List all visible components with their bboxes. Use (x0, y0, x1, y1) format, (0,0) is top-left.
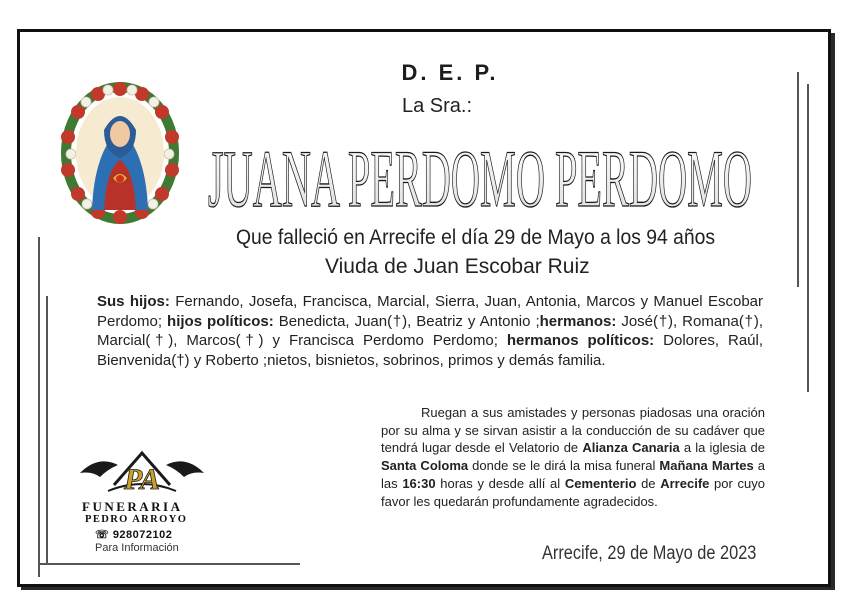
decor-line-left-2 (46, 296, 48, 564)
deceased-name (200, 118, 760, 228)
cemetery-label: Cementerio (564, 475, 637, 491)
frame-shadow-bottom (21, 587, 835, 590)
church-name: Santa Coloma (381, 458, 469, 474)
decor-line-right-1 (797, 72, 799, 287)
widow-line: Viuda de Juan Escobar Ruiz (325, 255, 590, 278)
phone-icon: ☏ (95, 529, 113, 541)
sibling-inlaws-names: Dolores, Raúl, Bienvenida(†) y Roberto ;nietos, bisnietos, sobrinos, primos y demás familia. (97, 332, 764, 369)
phone-line (95, 528, 172, 541)
children-label: Sus hijos: (97, 293, 170, 310)
siblings-names: José(†), Romana(†), Marcial(†), Marcos(†) y Francisca Perdomo Perdomo; (97, 312, 764, 349)
decor-line-bottom (38, 563, 300, 565)
wake-location: Alianza Canaria (582, 440, 680, 456)
request-text-4: a las (381, 458, 765, 491)
request-text-5: horas y desde allí al (435, 475, 565, 491)
place-date: Arrecife, 29 de Mayo de 2023 (542, 543, 757, 564)
request-text-6: de (636, 475, 661, 491)
funeral-day: Mañana Martes (659, 458, 754, 474)
info-label: Para Información (95, 542, 179, 554)
decor-line-left-1 (38, 237, 40, 577)
death-line: Que falleció en Arrecife el día 29 de Mayo a los 94 años (236, 226, 716, 249)
funeral-home-owner: PEDRO ARROYO (85, 514, 188, 525)
funeral-time: 16:30 (402, 475, 436, 491)
request-paragraph (381, 404, 765, 510)
funeral-home-name: FUNERARIA (82, 499, 183, 514)
request-text-3: donde se le dirá la misa funeral (468, 458, 660, 474)
decor-line-right-2 (807, 84, 809, 392)
frame-shadow-right (831, 33, 835, 589)
sibling-inlaws-label: hermanos políticos: (506, 332, 655, 349)
phone-number: 928072102 (112, 529, 173, 541)
request-text-1: Ruegan a sus amistades y personas piadosas una oración por su alma y se sirvan asistir a la conducción de su cadáver que tendrá lugar desde el Velatorio de (381, 405, 765, 456)
request-text-7: por cuyo favor les quedarán profundamente agradecidos. (381, 475, 765, 509)
virgin-mary-icon (60, 82, 180, 229)
logo-monogram: PA (123, 463, 161, 496)
cemetery-town: Arrecife (660, 475, 710, 491)
family-paragraph (97, 292, 763, 370)
inlaws-names: Benedicta, Juan(†), Beatriz y Antonio ; (273, 312, 540, 330)
honorific: La Sra.: (402, 95, 473, 117)
siblings-label: hermanos: (539, 312, 617, 330)
request-text-2: a la iglesia de (679, 440, 765, 456)
dep-heading: D. E. P. (401, 60, 499, 85)
children-names: Fernando, Josefa, Francisca, Marcial, Sierra, Juan, Antonia, Marcos y Manuel Escobar Perdomo; (97, 293, 763, 330)
funeral-home-logo (78, 447, 206, 506)
inlaws-label: hijos políticos: (167, 312, 274, 330)
deceased-name-text: JUANA PERDOMO PERDOMO (208, 133, 752, 224)
